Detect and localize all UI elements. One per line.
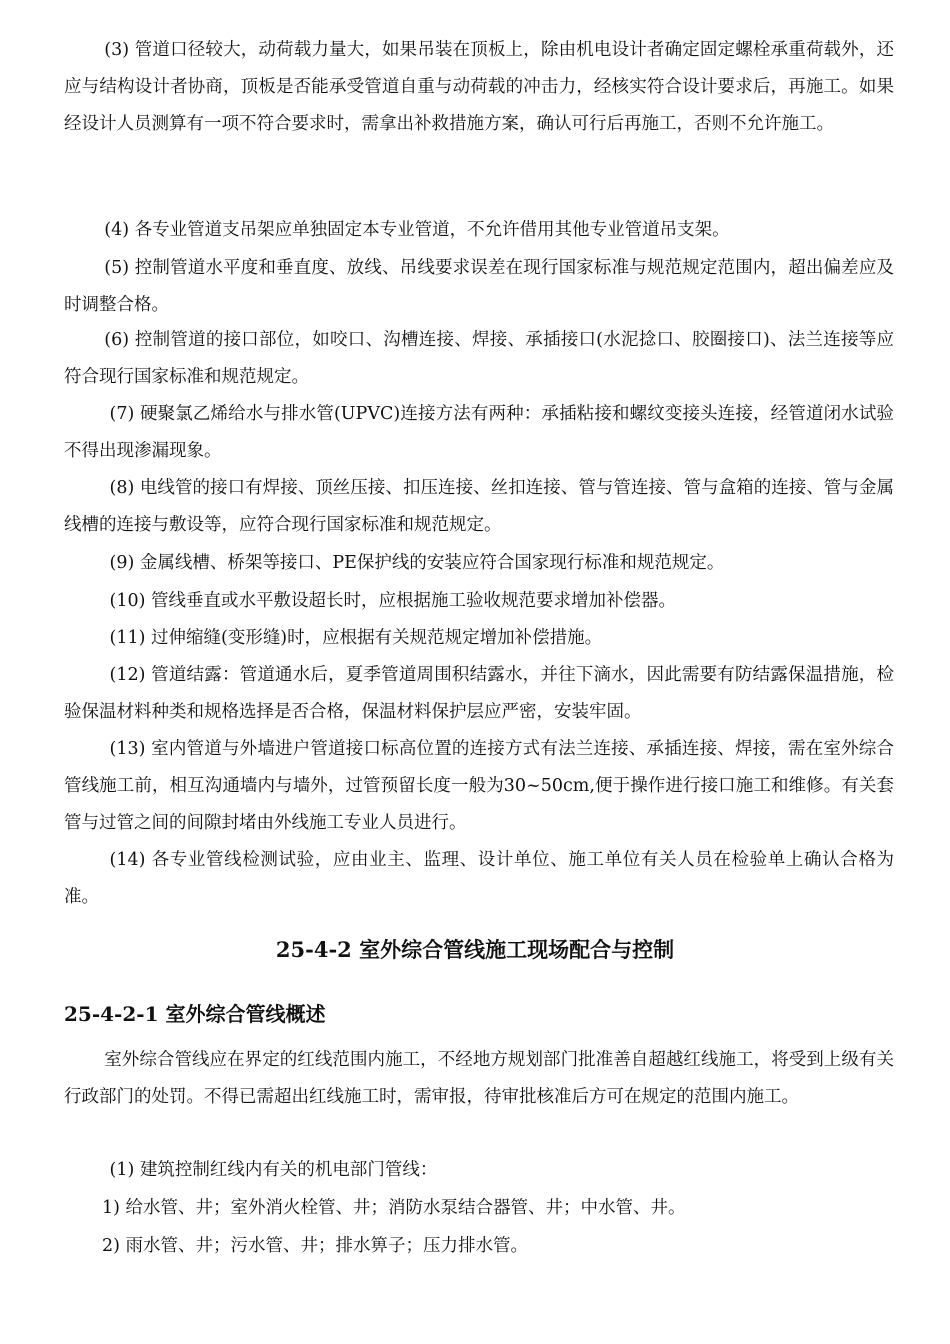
sub-item-1: 1) 给水管、井；室外消火栓管、井；消防水泵结合器管、井；中水管、井。 (102, 1198, 686, 1218)
paragraph-item-12: (12) 管道结露：管道通水后，夏季管道周围积结露水，并往下滴水，因此需要有防结露保温措施，检验保温材料种类和规格选择是否合格，保温材料保护层应严密，安装牢固。 (64, 665, 894, 722)
subsection-intro: 室外综合管线应在界定的红线范围内施工，不经地方规划部门批准善自超越红线施工，将受到上级有关行政部门的处罚。不得已需超出红线施工时，需审报，待审批核准后方可在规定的范围内施工。 (64, 1050, 894, 1107)
paragraph-item-4: (4) 各专业管道支吊架应单独固定本专业管道，不允许借用其他专业管道吊支架。 (104, 220, 730, 240)
section-heading: 25-4-2 室外综合管线施工现场配合与控制 (275, 937, 675, 962)
paragraph-item-13: (13) 室内管道与外墙进户管道接口标高位置的连接方式有法兰连接、承插连接、焊接，需在室外综合管线施工前，相互沟通墙内与墙外，过管预留长度一般为30~50cm,便于操作进行接口施工和维修。有关套管与过管之间的间隙封堵由外线施工专业人员进行。 (64, 739, 894, 833)
paragraph-item-8: (8) 电线管的接口有焊接、顶丝压接、扣压连接、丝扣连接、管与管连接、管与盒箱的连接、管与金属线槽的连接与敷设等，应符合现行国家标准和规范规定。 (64, 478, 894, 535)
subsection-heading: 25-4-2-1 室外综合管线概述 (64, 1002, 326, 1026)
list-item-1: (1) 建筑控制红线内有关的机电部门管线： (109, 1160, 438, 1180)
paragraph-item-7: (7) 硬聚氯乙烯给水与排水管(UPVC)连接方法有两种：承插粘接和螺纹变接头连接，经管道闭水试验不得出现渗漏现象。 (64, 404, 894, 461)
paragraph-item-14: (14) 各专业管线检测试验，应由业主、监理、设计单位、施工单位有关人员在检验单上确认合格为准。 (64, 850, 894, 907)
sub-item-2: 2) 雨水管、井；污水管、井；排水箅子；压力排水管。 (102, 1236, 529, 1256)
paragraph-item-5: (5) 控制管道水平度和垂直度、放线、吊线要求误差在现行国家标准与规范规定范围内，超出偏差应及时调整合格。 (64, 258, 894, 315)
paragraph-item-9: (9) 金属线槽、桥架等接口、PE保护线的安装应符合国家现行标准和规范规定。 (109, 553, 725, 573)
paragraph-item-10: (10) 管线垂直或水平敷设超长时，应根据施工验收规范要求增加补偿器。 (109, 591, 676, 611)
paragraph-item-11: (11) 过伸缩缝(变形缝)时，应根据有关规范规定增加补偿措施。 (109, 628, 603, 648)
paragraph-item-6: (6) 控制管道的接口部位，如咬口、沟槽连接、焊接、承插接口(水泥捻口、胶圈接口)、法兰连接等应符合现行国家标准和规范规定。 (64, 330, 894, 387)
paragraph-item-3: (3) 管道口径较大，动荷载力量大，如果吊装在顶板上，除由机电设计者确定固定螺栓承重荷载外，还应与结构设计者协商，顶板是否能承受管道自重与动荷载的冲击力，经核实符合设计要求后，再施工。如果经设计人员测算有一项不符合要求时，需拿出补救措施方案，确认可行后再施工，否则不允许施工。 (64, 40, 894, 134)
